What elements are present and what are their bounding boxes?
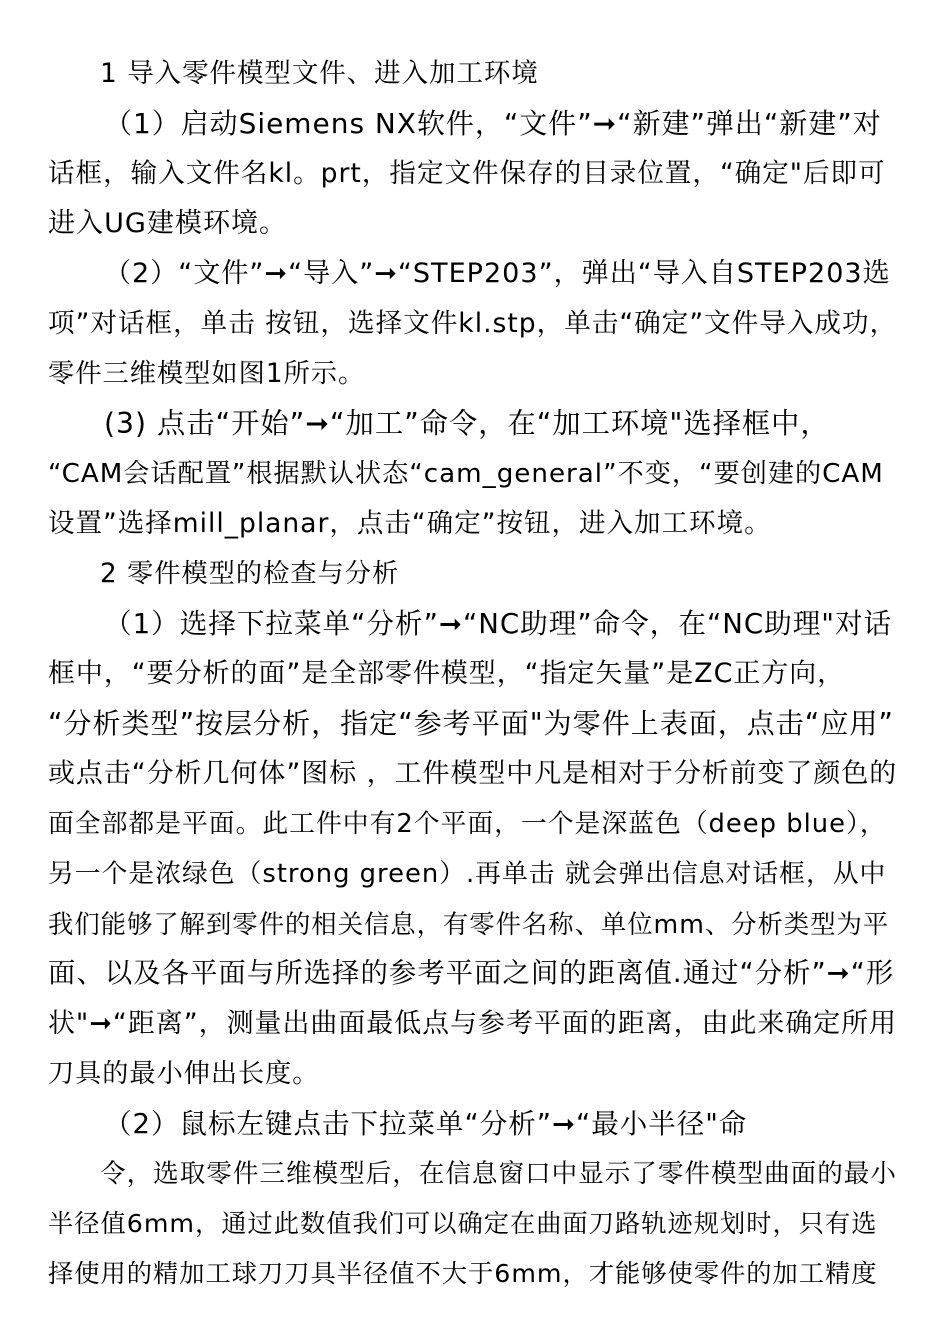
heading-1: 1 导入零件模型文件、进入加工环境 <box>100 58 539 89</box>
paragraph-line: 状"➞“距离”，测量出曲面最低点与参考平面的距离，由此来确定所用 <box>48 1008 898 1039</box>
paragraph-line: 择使用的精加工球刀刀具半径值不大于6mm，才能够使零件的加工精度 <box>48 1259 878 1288</box>
paragraph-line: （2）鼠标左键点击下拉菜单“分析”➞“最小半径"命 <box>104 1108 748 1140</box>
paragraph-line: 我们能够了解到零件的相关信息，有零件名称、单位mm、分析类型为平 <box>48 909 890 939</box>
paragraph-line: （1）选择下拉菜单“分析”➞“NC助理”命令，在“NC助理"对话 <box>104 607 893 640</box>
paragraph-line: (3) 点击“开始”➞“加工”命令，在“加工环境"选择框中， <box>104 407 830 440</box>
paragraph-line: 半径值6mm，通过此数值我们可以确定在曲面刀路轨迹规划时，只有选 <box>48 1209 878 1238</box>
paragraph-line: 进入UG建模环境。 <box>48 208 288 239</box>
paragraph-line: 设置”选择mill_planar，点击“确定”按钮，进入加工环境。 <box>48 508 772 539</box>
paragraph-line: （2）“文件”➞“导入”➞“STEP203”，弹出“导入自STEP203选 <box>104 258 891 289</box>
paragraph-line: 或点击“分析几何体”图标 ，工件模型中凡是相对于分析前变了颜色的 <box>48 758 898 789</box>
paragraph-line: “CAM会话配置”根据默认状态“cam_general”不变，“要创建的CAM <box>48 459 884 489</box>
paragraph-line: 零件三维模型如图1所示。 <box>48 359 366 389</box>
paragraph-line: 话框，输入文件名kl。prt，指定文件保存的目录位置，“确定"后即可 <box>48 158 886 189</box>
paragraph-line: 令，选取零件三维模型后，在信息窗口中显示了零件模型曲面的最小 <box>100 1159 897 1189</box>
paragraph-line: （1）启动Siemens NX软件，“文件”➞“新建”弹出“新建”对 <box>104 107 882 140</box>
paragraph-line: 项”对话框，单击 按钮，选择文件kl.stp，单击“确定”文件导入成功， <box>48 308 898 339</box>
paragraph-line: 面全部都是平面。此工件中有2个平面，一个是深蓝色（deep blue）， <box>48 809 887 839</box>
paragraph-line: 面、以及各平面与所选择的参考平面之间的距离值.通过“分析”➞“形 <box>48 958 895 989</box>
paragraph-line: 刀具的最小伸出长度。 <box>48 1059 320 1089</box>
paragraph-line: 框中，“要分析的面”是全部零件模型，“指定矢量”是ZC正方向， <box>48 658 846 689</box>
heading-2: 2 零件模型的检查与分析 <box>100 559 400 589</box>
paragraph-line: “分析类型”按层分析，指定“参考平面"为零件上表面，点击“应用” <box>48 707 894 740</box>
paragraph-line: 另一个是浓绿色（strong green）.再单击 就会弹出信息对话框，从中 <box>48 859 887 889</box>
